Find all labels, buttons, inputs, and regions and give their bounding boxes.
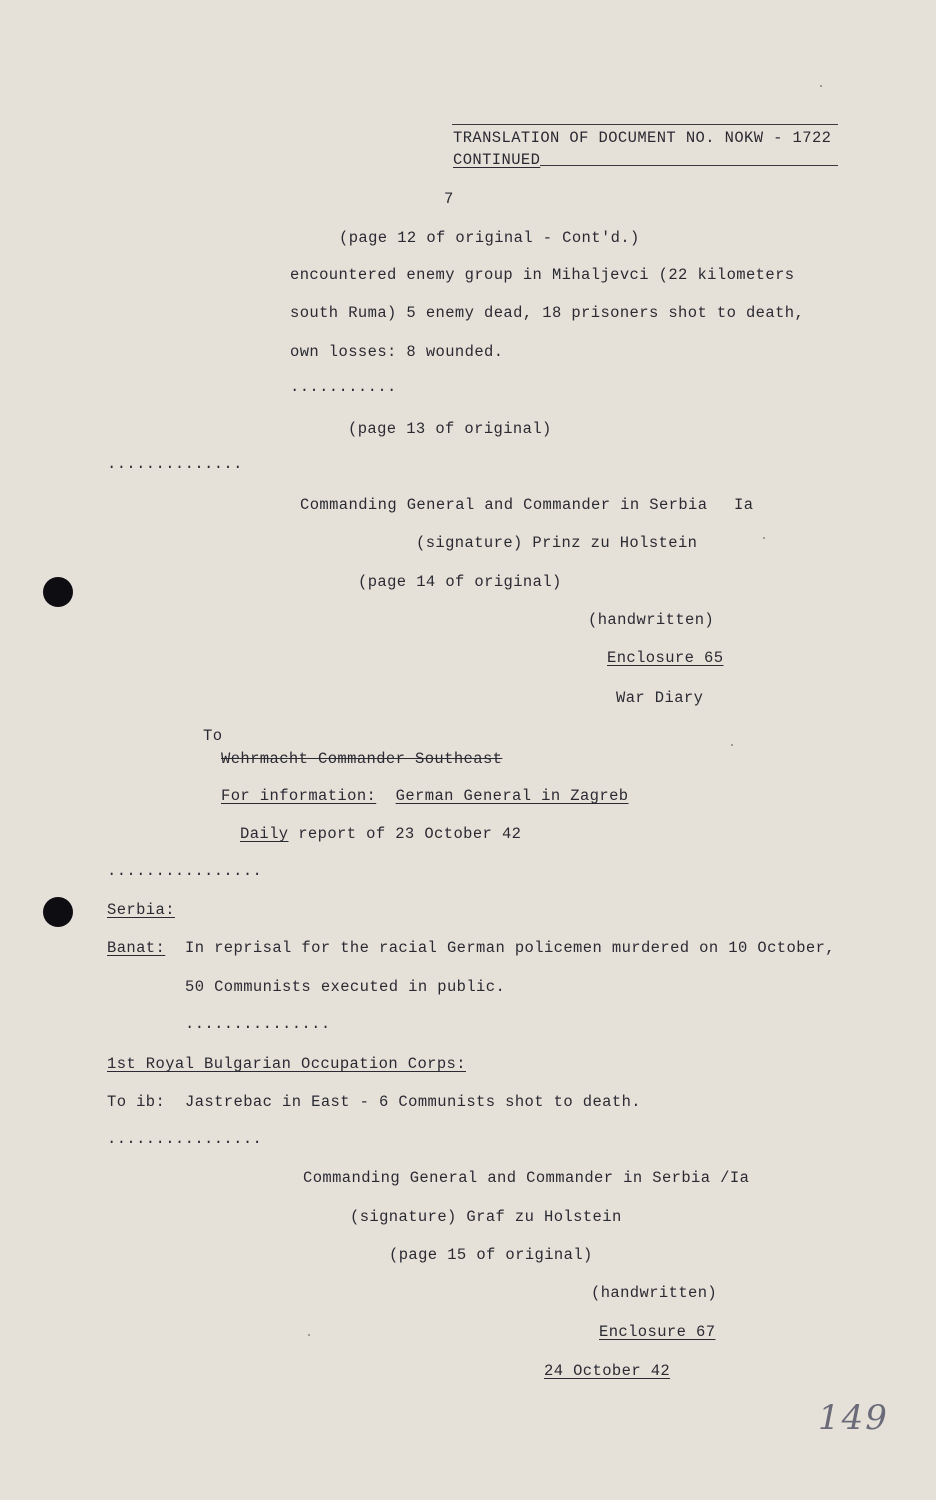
page-ref-15: (page 15 of original) xyxy=(389,1246,593,1264)
banat-label: Banat: xyxy=(107,939,166,957)
to-label: To xyxy=(203,727,223,745)
to-ib-label: To ib: xyxy=(107,1093,166,1111)
page-number: 7 xyxy=(444,190,454,208)
handwritten-page-number: 149 xyxy=(818,1398,889,1438)
war-diary-label: War Diary xyxy=(616,689,704,707)
body-line: own losses: 8 wounded. xyxy=(290,343,504,361)
punch-hole-top xyxy=(43,577,73,607)
info-value: German General in Zagreb xyxy=(395,787,629,805)
page-ref-13: (page 13 of original) xyxy=(348,420,552,438)
ellipsis-separator: ........... xyxy=(290,378,397,396)
ellipsis-separator: ................ xyxy=(107,862,263,880)
signature-title: Commanding General and Commander in Serbia xyxy=(300,496,708,514)
ellipsis-separator: ................ xyxy=(107,1130,263,1148)
enclosure-label: Enclosure 65 xyxy=(607,649,724,667)
paper-speck xyxy=(820,85,822,87)
paper-speck xyxy=(731,744,733,746)
info-line xyxy=(221,787,628,805)
enclosure-label: Enclosure 67 xyxy=(599,1323,716,1341)
corps-heading: 1st Royal Bulgarian Occupation Corps: xyxy=(107,1055,466,1073)
page-ref-14: (page 14 of original) xyxy=(358,573,562,591)
info-label: For information: xyxy=(221,787,377,805)
date-label: 24 October 42 xyxy=(544,1362,671,1380)
punch-hole-bottom xyxy=(43,897,73,927)
serbia-heading: Serbia: xyxy=(107,901,175,919)
corps-text: Jastrebac in East - 6 Communists shot to death. xyxy=(185,1093,641,1111)
paper-speck xyxy=(763,537,765,539)
body-line: encountered enemy group in Mihaljevci (22 kilometers xyxy=(290,266,795,284)
ellipsis-separator: .............. xyxy=(107,455,243,473)
daily-rest: report of 23 October 42 xyxy=(298,825,522,843)
header-rule-bottom xyxy=(540,165,838,166)
body-line: south Ruma) 5 enemy dead, 18 prisoners shot to death, xyxy=(290,304,805,322)
handwritten-note: (handwritten) xyxy=(591,1284,718,1302)
signature-title: Commanding General and Commander in Serbia /Ia xyxy=(303,1169,750,1187)
page-ref-12: (page 12 of original - Cont'd.) xyxy=(339,229,640,247)
signature-name: (signature) Prinz zu Holstein xyxy=(416,534,698,552)
daily-report-line xyxy=(240,825,521,843)
signature-name: (signature) Graf zu Holstein xyxy=(350,1208,622,1226)
banat-text: In reprisal for the racial German policemen murdered on 10 October, xyxy=(185,939,836,957)
continued-label: CONTINUED xyxy=(453,151,541,169)
daily-label: Daily xyxy=(240,825,289,843)
banat-text-2: 50 Communists executed in public. xyxy=(185,978,506,996)
signature-ia: Ia xyxy=(734,496,754,514)
recipient: Wehrmacht Commander Southeast xyxy=(221,750,503,768)
document-title: TRANSLATION OF DOCUMENT NO. NOKW - 1722 xyxy=(453,129,832,147)
paper-speck xyxy=(308,1334,310,1336)
header-rule-top xyxy=(452,124,838,125)
ellipsis-separator: ............... xyxy=(185,1015,331,1033)
handwritten-note: (handwritten) xyxy=(588,611,715,629)
